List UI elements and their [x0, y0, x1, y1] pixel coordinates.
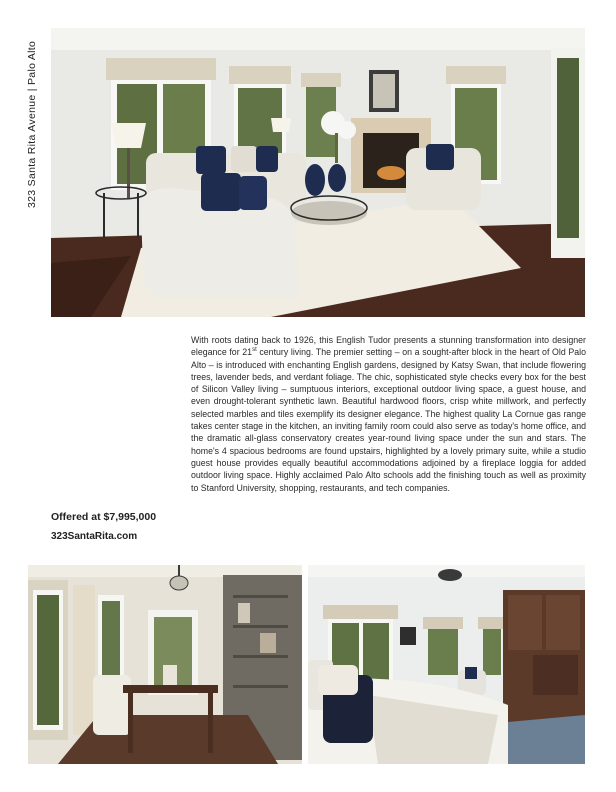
description-text-part1: With roots dating back to 1926, this English Tudor presents a stunning transformation into designer elegance for 21: [191, 335, 586, 358]
living-room-photo: [51, 28, 585, 317]
office-room-photo: [28, 565, 302, 764]
address-city: Palo Alto: [26, 40, 38, 85]
address-street: 323 Santa Rita Avenue: [26, 94, 38, 208]
address-text: [26, 41, 38, 208]
website-link[interactable]: 323SantaRita.com: [51, 531, 138, 542]
address-separator: |: [26, 88, 38, 92]
offer-price: Offered at $7,995,000: [51, 511, 157, 523]
bedroom-photo: [308, 565, 585, 764]
vertical-address-label: [22, 28, 42, 208]
description-superscript: st: [252, 347, 257, 354]
property-description: [191, 334, 586, 494]
description-text-part2: century living. The premier setting – on a sought-after block in the heart of Old Palo Alto – is introduced with enchanting English gardens, designed by Katsy Swan, that include flowering trees, lavender beds, and verdant foliage. The chic, sophisticated style checks every box for the best of Silicon Valley living – sumptuous interiors, exceptional outdoor living space, a guest house, and even drought-tolerant synthetic lawn. Beautiful hardwood floors, crisp white millwork, and perfectly selected marbles and tiles exemplify its designer elegance. The highest quality La Cornue gas range takes center stage in the kitchen, an inviting family room could also serve as today's home office, and the dramatic all-glass conservatory creates year-round living space under the sun and stars. The home's 4 spacious bedrooms are found upstairs, highlighted by a lovely primary suite, while a studio guest house provides equally beautiful accommodations adjoined by a fireplace loggia for added outdoor living space. Highly acclaimed Palo Alto schools add the finishing touch as well as proximity to Stanford University, shopping, restaurants, and tech companies.: [191, 347, 586, 493]
